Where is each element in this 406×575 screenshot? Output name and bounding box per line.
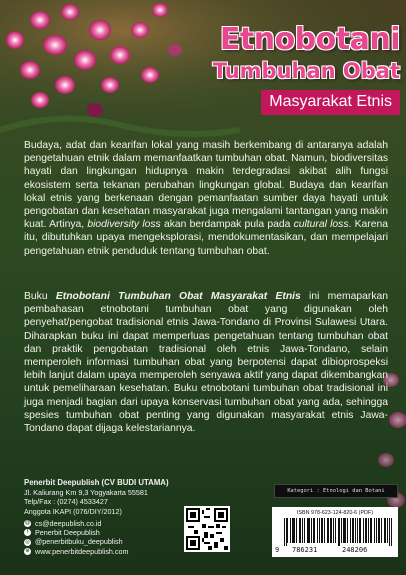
qr-code-icon[interactable] (184, 506, 230, 552)
contact-facebook[interactable]: f Penerbit Deepublish (24, 528, 224, 537)
italic-term: cultural loss (293, 219, 349, 231)
contact-email[interactable]: @ cs@deepublish.co.id (24, 518, 102, 528)
barcode-icon (284, 518, 392, 546)
email-icon: @ (24, 520, 31, 527)
publisher-address: Jl. Kaliurang Km 9,3 Yogyakarta 55581 (24, 488, 148, 497)
blurb-paragraph-1: Budaya, adat dan kearifan lokal yang masih berkembang di antaranya adalah pengetahuan etnik dalam memanfaatkan tumbuhan obat. Namun, biodiversitas hayati dan lingkungan hidupnya makin terdegradasi akibat alih fungsi ekosistem serta tekanan perubahan lingkungan global. Budaya dan kearifan lokal etnis yang berkenaan dengan pemanfaatan sumber daya hayati untuk pengobatan dan kesehatan masyarakat juga mengalami tantangan yang makin kuat. Artinya, biodiversity loss akan berdampak pula pada cultural loss. Karena itu, dibutuhkan upaya mengeksplorasi, mendokumentasikan, dan mempelajari pengetahuan etnik penduduk tentang tumbuhan obat. (24, 140, 388, 257)
publisher-name: Penerbit Deepublish (CV BUDI UTAMA) (24, 478, 169, 487)
title-line-2: Tumbuhan Obat (212, 59, 400, 83)
barcode-left-digits: 786231 (292, 546, 318, 554)
title-line-1: Etnobotani (219, 22, 400, 57)
isbn-text: ISBN 978-623-124-820-6 (PDF) (296, 510, 374, 516)
barcode-lead-digit: 9 (275, 546, 280, 554)
book-title-inline: Etnobotani Tumbuhan Obat Masyarakat Etnis (55, 291, 301, 302)
publisher-ikapi: Anggota IKAPI (076/DIY/2012) (24, 506, 122, 516)
category-label: Kategori : Etnologi dan Botani (274, 484, 398, 498)
contact-website[interactable]: ⊕ www.penerbitdeepublish.com (25, 546, 129, 556)
instagram-icon: ◎ (25, 538, 30, 545)
barcode-right-digits: 248206 (342, 546, 368, 554)
barcode-block (272, 507, 398, 557)
subtitle-badge: Masyarakat Etnis (261, 90, 400, 115)
contact-instagram[interactable]: ◎ @penerbitbuku_deepublish (25, 537, 123, 547)
facebook-icon: f (24, 529, 31, 536)
web-icon: ⊕ (25, 547, 30, 554)
title-block (160, 24, 400, 115)
publisher-phone: Telp/Fax : (0274) 4533427 (24, 497, 108, 507)
italic-term: biodiversity loss (87, 219, 161, 231)
blurb-paragraph-2: Buku Etnobotani Tumbuhan Obat Masyarakat Etnis ini memaparkan pembahasan etnobotani tumbuhan obat yang digunakan oleh penyehat/pengobat tradisional etnis Jawa-Tondano di Provinsi Sulawesi Utara. Diharapkan buku ini dapat memperluas pengetahuan tentang tumbuhan obat dan praktik pengobatan tradisional oleh etnis Jawa-Tondano, selain memperoleh informasi tumbuhan obat yang berpotensi dapat dibioprospeksi lebih lanjut dalam upaya memperoleh senyawa aktif yang dapat dikembangkan untuk pemeliharaan kesehatan. Buku etnobotani tumbuhan obat tradisional ini juga menjadi bagian dari upaya konservasi tumbuhan obat yang ada, sehingga spesies tumbuhan obat penting yang digunakan masyarakat etnis Jawa-Tondano dapat dijaga kelestariannya. (24, 291, 388, 435)
